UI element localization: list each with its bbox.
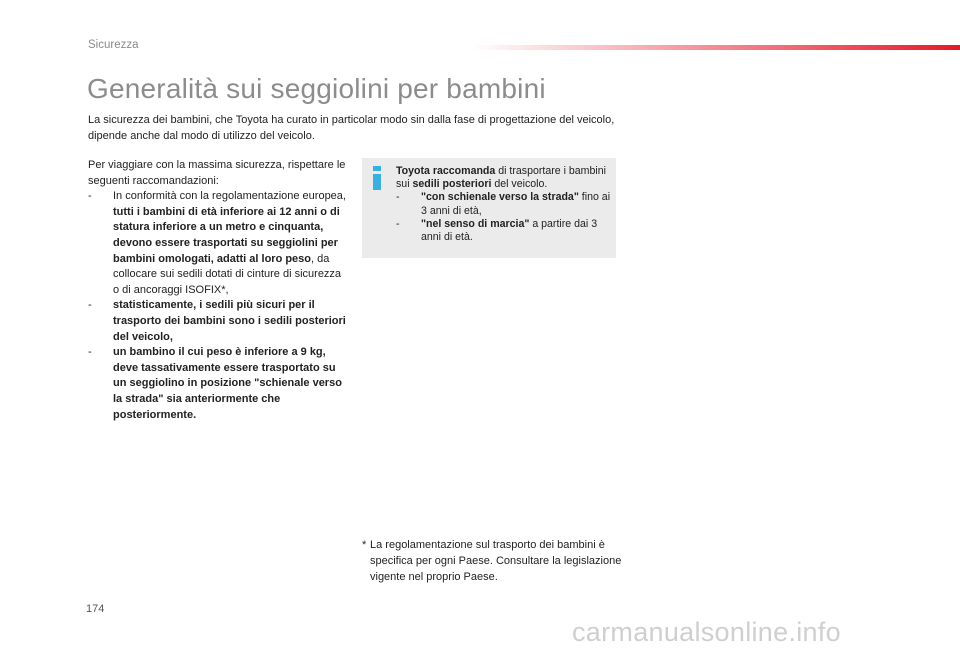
footnote-marker: *	[362, 539, 367, 551]
list-dash: -	[396, 217, 400, 230]
list-item-post: , da collocare sui sedili dotati di cinture di sicurezza o di ancoraggi ISOFIX*,	[113, 252, 342, 296]
section-header: Sicurezza	[88, 39, 139, 51]
list-dash: -	[88, 299, 92, 312]
info-lead-bold: Toyota raccomanda	[396, 165, 496, 177]
info-item-bold: "nel senso di marcia"	[421, 217, 530, 230]
info-lead-mid: di trasportare i bambini sui	[396, 165, 606, 191]
recommendations-column	[88, 158, 346, 423]
info-item-bold: "con schienale verso la strada"	[421, 191, 579, 204]
intro-paragraph: La sicurezza dei bambini, che Toyota ha curato in particolar modo sin dalla fase di progettazione del veicolo, dipende anche dal modo di utilizzo del veicolo.	[88, 114, 615, 142]
recommendations-lead: Per viaggiare con la massima sicurezza, rispettare le seguenti raccomandazioni:	[88, 159, 346, 187]
list-item-text	[113, 189, 346, 298]
page-number: 174	[86, 603, 105, 615]
list-item	[88, 298, 346, 345]
footnote	[362, 537, 622, 585]
info-lead-bold2: sedili posteriori	[412, 178, 492, 191]
list-dash: -	[88, 346, 92, 359]
info-list-item	[396, 218, 612, 244]
info-list-item	[396, 191, 612, 217]
info-lead	[396, 165, 612, 191]
list-item-bold: un bambino il cui peso è inferiore a 9 kg, deve tassativamente essere trasportato su un seggiolino in posizione "schienale verso la strada" sia anteriormente che posteriormente.	[113, 346, 342, 421]
list-item-bold: tutti i bambini di età inferiore ai 12 anni o di statura inferiore a un metro e cinquanta, devono essere trasportati su seggiolini per bambini omologati, adatti al loro peso	[113, 205, 340, 265]
page-title: Generalità sui seggiolini per bambini	[87, 73, 546, 104]
info-icon	[370, 166, 384, 190]
info-item-text: fino ai 3 anni di età,	[421, 191, 611, 217]
header-accent-rule	[470, 45, 960, 50]
footnote-text: La regolamentazione sul trasporto dei bambini è specifica per ogni Paese. Consultare la legislazione vigente nel proprio Paese.	[370, 539, 622, 583]
info-item-text: a partire dai 3 anni di età.	[421, 217, 598, 244]
list-item-bold: statisticamente, i sedili più sicuri per il trasporto dei bambini sono i sedili posteriori del veicolo,	[113, 299, 346, 343]
watermark: carmanualsonline.info	[572, 617, 841, 647]
list-item-text	[113, 298, 346, 345]
list-item-pre: In conformità con la regolamentazione europea,	[113, 190, 346, 203]
list-item-text	[113, 345, 346, 423]
info-text	[396, 165, 612, 244]
list-item	[88, 189, 346, 298]
info-box	[362, 158, 616, 258]
list-item	[88, 345, 346, 423]
list-dash: -	[88, 190, 92, 203]
info-lead-end: del veicolo.	[491, 178, 548, 191]
list-dash: -	[396, 191, 400, 204]
